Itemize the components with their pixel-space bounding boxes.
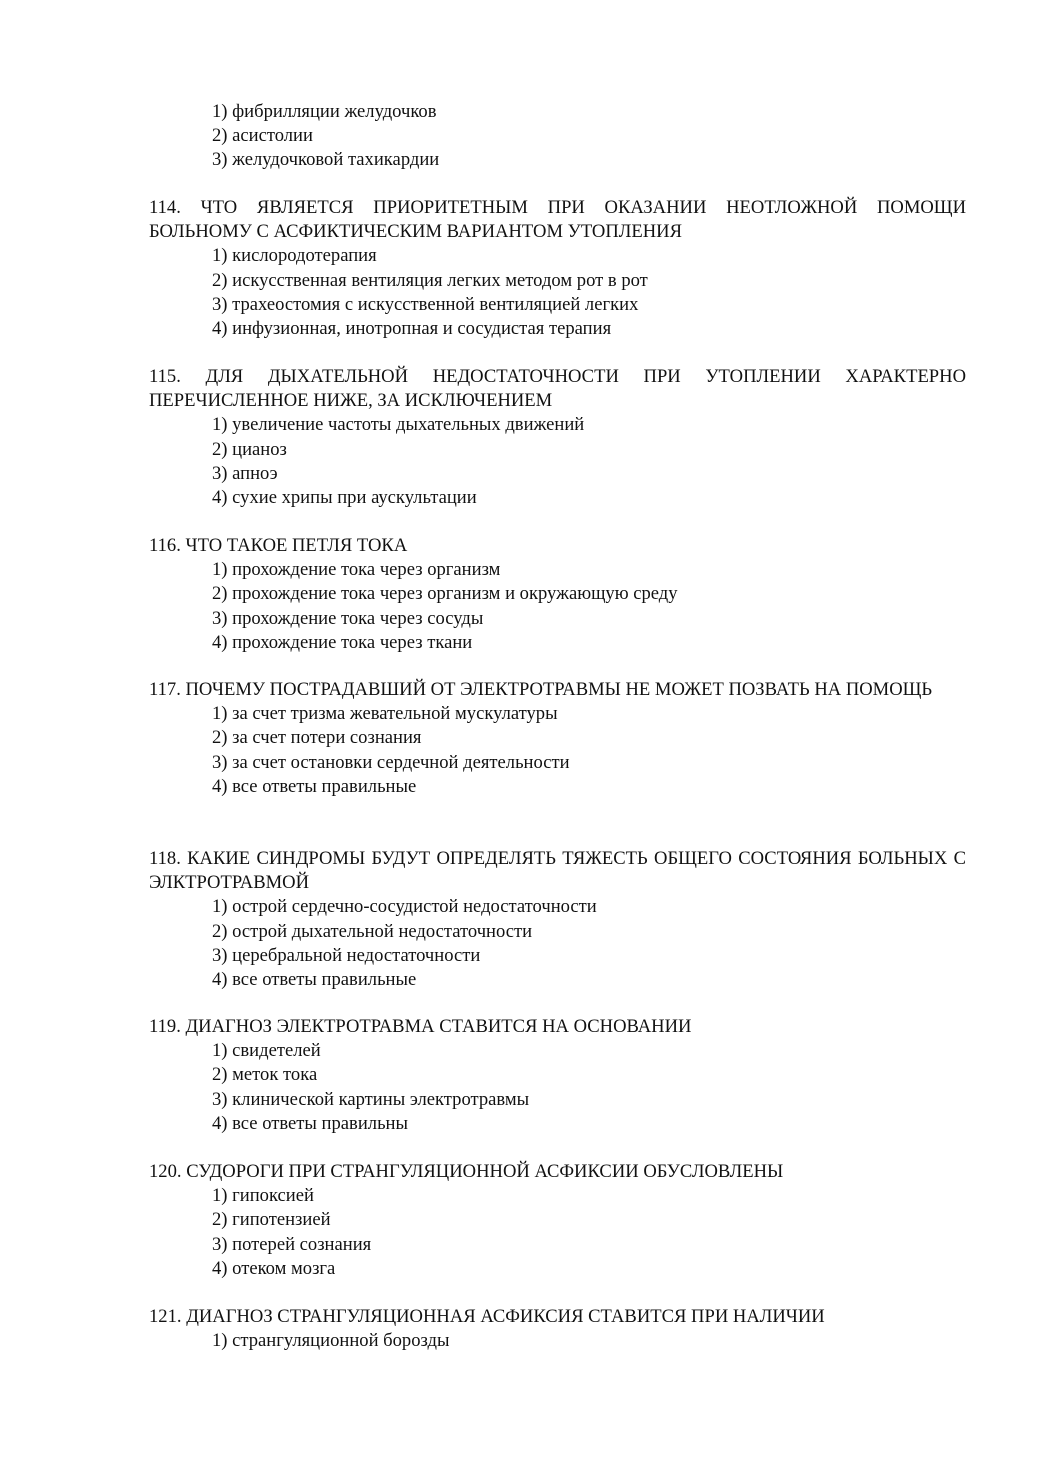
question-text: 115. ДЛЯ ДЫХАТЕЛЬНОЙ НЕДОСТАТОЧНОСТИ ПРИ УТОПЛЕНИИ ХАРАКТЕРНО ПЕРЕЧИСЛЕННОЕ НИЖЕ, ЗА ИСКЛЮЧЕНИЕМ	[149, 366, 966, 412]
question-117	[149, 678, 966, 799]
answer-option: 4) все ответы правильны	[212, 1112, 408, 1134]
question-text: 119. ДИАГНОЗ ЭЛЕКТРОТРАВМА СТАВИТСЯ НА ОСНОВАНИИ	[149, 1016, 692, 1037]
answer-option: 3) трахеостомия с искусственной вентиляцией легких	[212, 293, 639, 315]
answer-option: 1) кислородотерапия	[212, 245, 377, 267]
answer-option: 1) увеличение частоты дыхательных движений	[212, 414, 585, 436]
answer-list	[149, 1329, 966, 1353]
answer-option: 1) острой сердечно-сосудистой недостаточности	[212, 896, 597, 918]
answer-option: 2) острой дыхательной недостаточности	[212, 920, 533, 942]
answer-option: 3) клинической картины электротравмы	[212, 1088, 530, 1110]
answer-option: 2) гипотензией	[212, 1209, 331, 1231]
answer-list	[149, 895, 966, 992]
answer-option: 3) церебральной недостаточности	[212, 944, 481, 966]
answer-option: 1) фибрилляции желудочков	[212, 101, 437, 122]
answer-option: 2) за счет потери сознания	[212, 727, 422, 749]
answer-option: 3) прохождение тока через сосуды	[212, 607, 484, 629]
question-text: 117. ПОЧЕМУ ПОСТРАДАВШИЙ ОТ ЭЛЕКТРОТРАВМЫ НЕ МОЖЕТ ПОЗВАТЬ НА ПОМОЩЬ	[149, 679, 933, 700]
question-120	[149, 1160, 966, 1281]
answer-option: 1) странгуляционной борозды	[212, 1330, 450, 1352]
answer-option: 3) за счет остановки сердечной деятельности	[212, 751, 570, 773]
answer-option: 1) свидетелей	[212, 1040, 321, 1062]
answer-list	[149, 1039, 966, 1136]
question-114	[149, 196, 966, 341]
answer-option: 2) искусственная вентиляция легких методом рот в рот	[212, 269, 648, 291]
answer-option: 4) отеком мозга	[212, 1257, 336, 1279]
answer-option: 2) цианоз	[212, 438, 287, 460]
answer-list	[149, 100, 966, 173]
question-118	[149, 847, 966, 992]
answer-option: 1) гипоксией	[212, 1185, 314, 1207]
question-text: 116. ЧТО ТАКОЕ ПЕТЛЯ ТОКА	[149, 535, 408, 556]
answer-list	[149, 244, 966, 341]
answer-list	[149, 1184, 966, 1281]
answer-option: 2) прохождение тока через организм и окружающую среду	[212, 583, 678, 605]
answer-option: 2) асистолии	[212, 125, 313, 147]
question-121	[149, 1305, 966, 1353]
answer-option: 1) прохождение тока через организм	[212, 559, 501, 581]
answer-option: 1) за счет тризма жевательной мускулатуры	[212, 703, 558, 725]
question-115	[149, 365, 966, 510]
question-text: 121. ДИАГНОЗ СТРАНГУЛЯЦИОННАЯ АСФИКСИЯ СТАВИТСЯ ПРИ НАЛИЧИИ	[149, 1306, 825, 1327]
answer-option: 4) прохождение тока через ткани	[212, 631, 473, 653]
answer-list	[149, 702, 966, 799]
answer-option: 4) сухие хрипы при аускультации	[212, 487, 477, 509]
answer-option: 4) все ответы правильные	[212, 775, 417, 797]
question-text: 120. СУДОРОГИ ПРИ СТРАНГУЛЯЦИОННОЙ АСФИКСИИ ОБУСЛОВЛЕНЫ	[149, 1161, 784, 1182]
question-text: 118. КАКИЕ СИНДРОМЫ БУДУТ ОПРЕДЕЛЯТЬ ТЯЖЕСТЬ ОБЩЕГО СОСТОЯНИЯ БОЛЬНЫХ С ЭЛКТРОТРАВМОЙ	[149, 848, 966, 894]
question-119	[149, 1015, 966, 1136]
answer-option: 3) потерей сознания	[212, 1233, 372, 1255]
answer-option: 4) все ответы правильные	[212, 969, 417, 991]
answer-option: 3) апноэ	[212, 462, 278, 484]
answer-option: 3) желудочковой тахикардии	[212, 149, 440, 171]
question-116	[149, 534, 966, 655]
answer-list	[149, 558, 966, 655]
previous-question-answers	[149, 100, 966, 173]
question-text: 114. ЧТО ЯВЛЯЕТСЯ ПРИОРИТЕТНЫМ ПРИ ОКАЗАНИИ НЕОТЛОЖНОЙ ПОМОЩИ БОЛЬНОМУ С АСФИКТИЧЕСКИМ ВАРИАНТОМ УТОПЛЕНИЯ	[149, 197, 966, 243]
answer-option: 2) меток тока	[212, 1064, 318, 1086]
answer-list	[149, 413, 966, 510]
answer-option: 4) инфузионная, инотропная и сосудистая терапия	[212, 318, 612, 340]
